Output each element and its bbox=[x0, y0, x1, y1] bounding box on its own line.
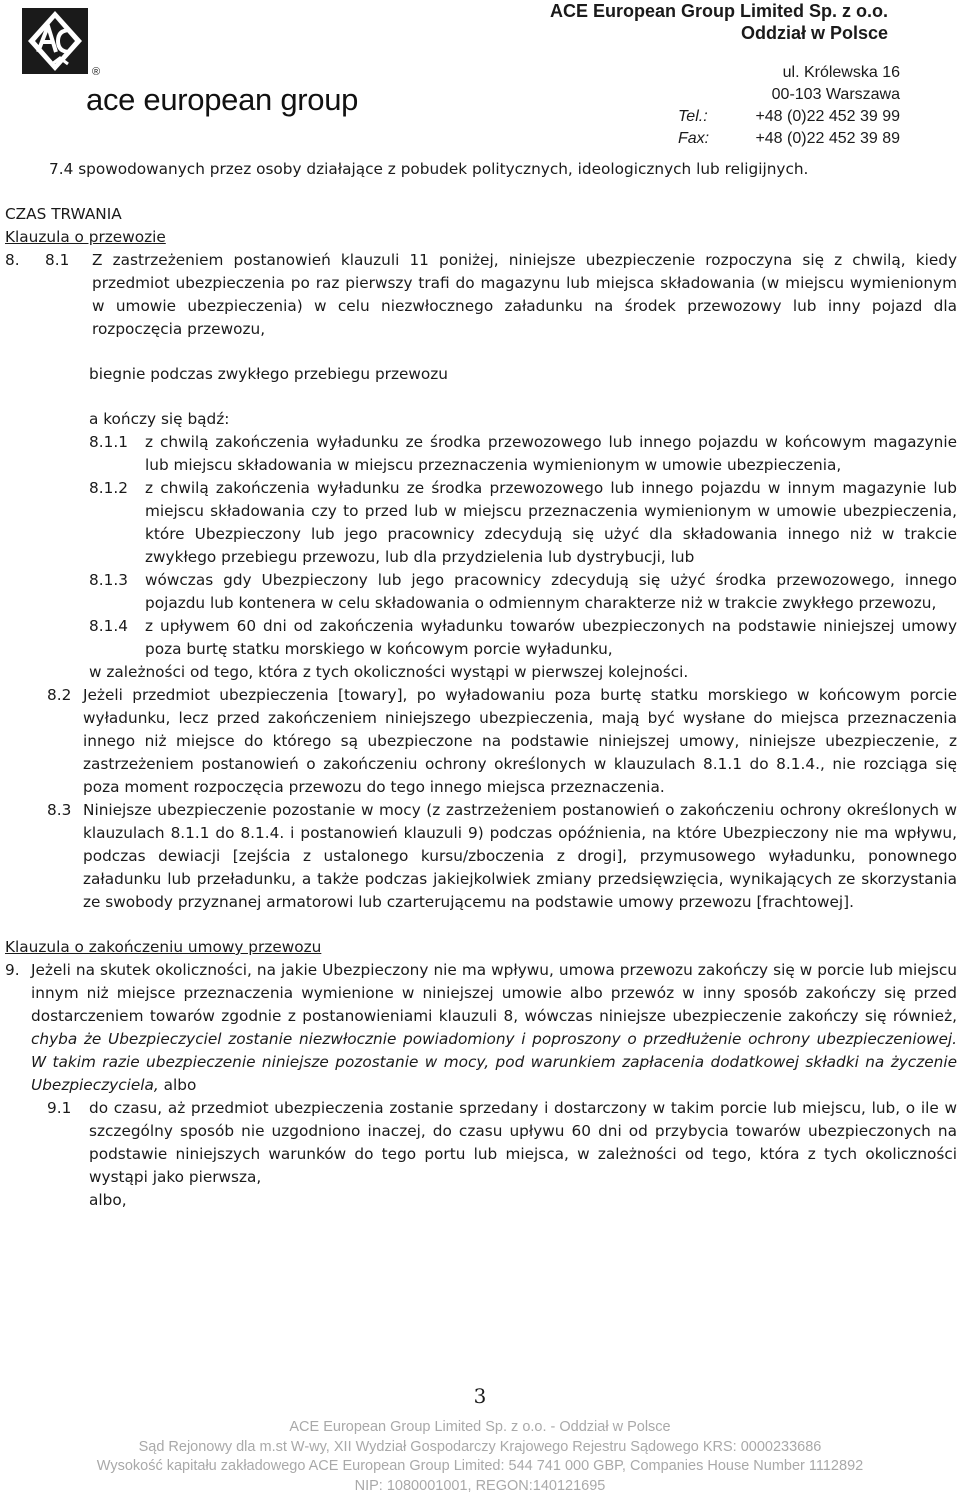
clause-8-1-3-text: wówczas gdy Ubezpieczony lub jego pracownicy zdecydują się użyć środka przewozowego, innego pojazdu lub kontenera w celu składowania o odmiennym charakterze niż w trakcie zwykłego przewozu, bbox=[145, 571, 957, 612]
clause-7-4: 7.4 spowodowanych przez osoby działające z pobudek politycznych, ideologicznych lub religijnych. bbox=[49, 160, 809, 178]
page-footer bbox=[0, 1418, 960, 1496]
footer-line-2: Sąd Rejonowy dla m.st W-wy, XII Wydział Gospodarczy Krajowego Rejestru Sądowego KRS: 0000233686 bbox=[138, 1438, 822, 1455]
clause-8-1-ends: a kończy się bądź: bbox=[89, 410, 230, 428]
document-body bbox=[5, 158, 957, 1212]
termination-clause-heading: Klauzula o zakończeniu umowy przewozu bbox=[5, 938, 322, 956]
company-line-1: ACE European Group Limited Sp. z o.o. bbox=[549, 1, 888, 21]
clause-9-text-b: albo bbox=[163, 1076, 197, 1094]
duration-heading: CZAS TRWANIA bbox=[5, 205, 122, 223]
fax-row bbox=[678, 128, 900, 150]
clause-9-text bbox=[31, 959, 957, 1097]
clause-8-2 bbox=[5, 684, 957, 799]
clause-9-text-a: Jeżeli na skutek okoliczności, na jakie Ubezpieczony nie ma wpływu, umowa przewozu zakończy się w porcie lub miejscu innym niż miejsce przeznaczenia wymienione w niniejszej umowie albo przewóz w inny sposób zakończy się przed dostarczeniem towarów zgodnie z postanowieniami klauzuli 8, wówczas niniejsze ubezpieczenie zakończy się również, bbox=[31, 961, 957, 1025]
fax-label: Fax: bbox=[678, 130, 710, 147]
clause-8-2-number: 8.2 bbox=[47, 686, 72, 704]
footer-line-4: NIP: 1080001001, REGON:140121695 bbox=[354, 1477, 606, 1494]
company-name bbox=[550, 0, 888, 44]
fax-value: +48 (0)22 452 39 89 bbox=[755, 130, 900, 147]
clause-8-1-2 bbox=[5, 477, 957, 569]
clause-8-1-1-number: 8.1.1 bbox=[89, 433, 128, 451]
company-address bbox=[678, 62, 900, 150]
clause-8-1-1-text: z chwilą zakończenia wyładunku ze środka przewozowego lub innego pojazdu w końcowym magazynie lub miejscu składowania w miejscu przeznaczenia wymienionym w umowie ubezpieczenia, bbox=[145, 433, 957, 474]
clause-8-3-text: Niniejsze ubezpieczenie pozostanie w mocy (z zastrzeżeniem postanowień o zakończeniu ochrony określonych w klauzulach 8.1.1 do 8.1.4. i postanowień klauzuli 9) podczas opóźnienia, na które Ubezpieczony nie ma wpływu, podczas dewiacji [zejścia z ustalonego kursu/zboczenia z drogi], przymusowego wyładunku, ponownego załadunku lub przeładunku, a także podczas jakiejkolwiek zmiany przedsięwzięcia, wynikających ze skorzystania ze swobody przyznanej armatorowi lub czarterującemu na podstawie umowy przewozu [frachtowej]. bbox=[83, 801, 957, 911]
clause-8-1-4-text: z upływem 60 dni od zakończenia wyładunku towarów ubezpieczonych na podstawie niniejszej umowy poza burtę statku morskiego w końcowym porcie wyładunku, bbox=[145, 617, 957, 658]
clause-9-1-text: do czasu, aż przedmiot ubezpieczenia zostanie sprzedany i dostarczony w takim porcie lub miejscu, lub, o ile w szczególny sposób nie uzgodniono inaczej, do czasu upływu 60 dni od przybycia towarów ubezpieczonych na podstawie niniejszych warunków do tego portu lub miejsca, w zależności od tego, która z tych okoliczności wystąpi jako pierwsza, bbox=[89, 1099, 957, 1186]
company-line-2: Oddział w Polsce bbox=[740, 23, 888, 43]
tel-label: Tel.: bbox=[678, 108, 708, 125]
clause-8-1-text: Z zastrzeżeniem postanowień klauzuli 11 poniżej, niniejsze ubezpieczenie rozpoczyna się z chwilą, kiedy przedmiot ubezpieczenia po raz pierwszy trafi do magazynu lub miejsca składowania (w miejscu wymienionym w umowie ubezpieczenia) w celu niezwłocznego załadunku na środek przewozowy lub inny pojazd dla rozpoczęcia przewozu, bbox=[92, 251, 957, 338]
clause-8-1-4-number: 8.1.4 bbox=[89, 617, 128, 635]
clause-8-3-number: 8.3 bbox=[47, 801, 72, 819]
clause-8-1-2-number: 8.1.2 bbox=[89, 479, 128, 497]
ace-logo bbox=[22, 8, 88, 74]
clause-9-1-tail: albo, bbox=[89, 1191, 127, 1209]
clause-9-1-number: 9.1 bbox=[47, 1099, 72, 1117]
tel-row bbox=[678, 106, 900, 128]
registered-mark: ® bbox=[92, 66, 101, 78]
page-number: 3 bbox=[473, 1384, 487, 1408]
tel-value: +48 (0)22 452 39 99 bbox=[755, 108, 900, 125]
clause-8-1-number: 8.1 bbox=[45, 251, 70, 269]
clause-8-1 bbox=[5, 249, 957, 341]
clause-9 bbox=[5, 959, 957, 1097]
footer-line-3: Wysokość kapitału zakładowego ACE European Group Limited: 544 741 000 GBP, Companies House Number 1112892 bbox=[96, 1458, 864, 1474]
clause-8-1-3 bbox=[5, 569, 957, 615]
clause-9-1 bbox=[5, 1097, 957, 1189]
clause-8-1-continues: biegnie podczas zwykłego przebiegu przewozu bbox=[89, 365, 448, 383]
clause-8-1-1 bbox=[5, 431, 957, 477]
clause-8-1-3-number: 8.1.3 bbox=[89, 571, 128, 589]
brand-name: ace european group bbox=[86, 82, 359, 117]
clause-8-1-4 bbox=[5, 615, 957, 661]
clause-8-number: 8. bbox=[5, 251, 20, 269]
transit-clause-heading: Klauzula o przewozie bbox=[5, 228, 166, 246]
clause-8-1-2-text: z chwilą zakończenia wyładunku ze środka przewozowego lub innego pojazdu w innym magazynie lub miejscu składowania czy to przed lub w miejscu przeznaczenia wymienionym w umowie ubezpieczenia, które Ubezpieczony lub jego pracownicy zdecydują się użyć dla składowania innego niż w trakcie zwykłego przebiegu przewozu, lub dla przydzielenia lub dystrybucji, lub bbox=[145, 479, 957, 566]
clause-8-2-text: Jeżeli przedmiot ubezpieczenia [towary], po wyładowaniu poza burtę statku morskiego w końcowym porcie wyładunku, lecz przed zakończeniem niniejszego ubezpieczenia, mają być wysłane do miejsca przeznaczenia innego niż miejsce do którego są ubezpieczone na podstawie niniejszej umowy, niniejsze ubezpieczenie, z zastrzeżeniem postanowień o zakończeniu ochrony określonych w klauzulach 8.1.1 do 8.1.4., nie rozciąga się poza moment rozpoczęcia przewozu do tego innego miejsca przeznaczenia. bbox=[83, 686, 957, 796]
clause-9-text-italic: chyba że Ubezpieczyciel zostanie niezwłocznie powiadomiony i poproszony o przedłużenie ochrony ubezpieczeniowej. W takim razie ubezpieczenie niniejsze pozostanie w mocy, pod warunkiem zapłacenia dodatkowej składki na życzenie Ubezpieczyciela, bbox=[31, 1030, 957, 1094]
clause-9-number: 9. bbox=[5, 961, 20, 979]
address-city: 00-103 Warszawa bbox=[771, 86, 900, 103]
clause-8-1-tail: w zależności od tego, która z tych okoliczności wystąpi w pierwszej kolejności. bbox=[89, 663, 689, 681]
footer-line-1: ACE European Group Limited Sp. z o.o. - Oddział w Polsce bbox=[289, 1419, 671, 1435]
address-street: ul. Królewska 16 bbox=[782, 64, 900, 81]
clause-8-3 bbox=[5, 799, 957, 914]
